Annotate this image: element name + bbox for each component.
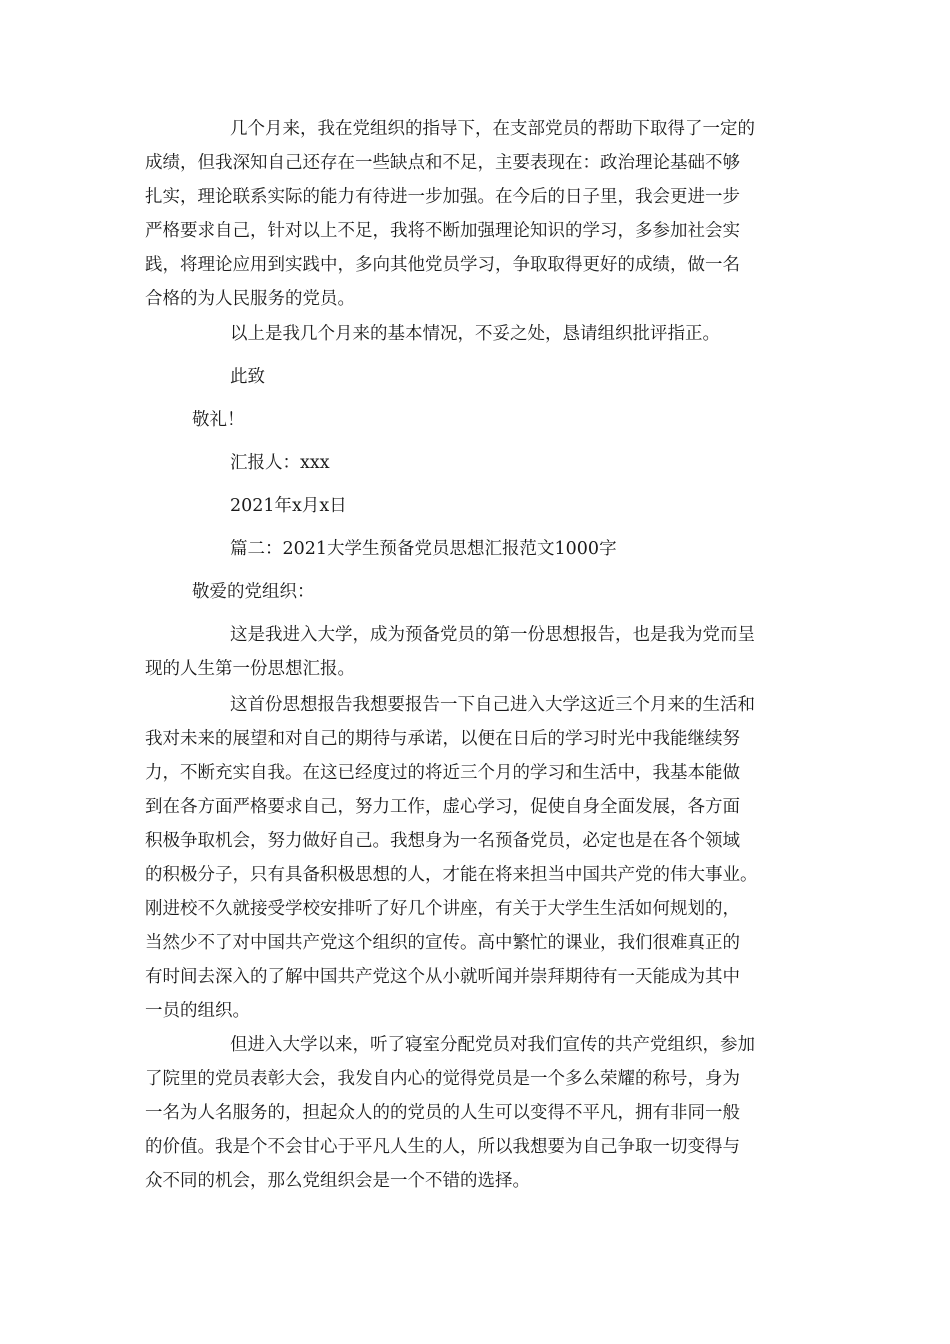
text-line: 一名为人名服务的，担起众人的的党员的人生可以变得不平凡，拥有非同一般 (145, 1103, 740, 1123)
text-line: 现的人生第一份思想汇报。 (145, 659, 355, 679)
paragraph-5 (145, 1028, 810, 1198)
text-line: 以上是我几个月来的基本情况，不妥之处，恳请组织批评指正。 (230, 324, 720, 344)
text-line: 的积极分子，只有具备积极思想的人，才能在将来担当中国共产党的伟大事业。 (145, 865, 758, 885)
text-line: 敬爱的党组织： (192, 582, 315, 602)
text-line: 此致 (230, 367, 265, 387)
text-line: 合格的为人民服务的党员。 (145, 289, 355, 309)
text-line: 到在各方面严格要求自己，努力工作，虚心学习，促使自身全面发展，各方面 (145, 797, 740, 817)
text-line: 成绩，但我深知自己还存在一些缺点和不足，主要表现在：政治理论基础不够 (145, 153, 740, 173)
text-line: 扎实，理论联系实际的能力有待进一步加强。在今后的日子里，我会更进一步 (145, 187, 740, 207)
text-line: 这首份思想报告我想要报告一下自己进入大学这近三个月来的生活和 (230, 695, 755, 715)
paragraph-2 (145, 317, 810, 351)
closing-line-2 (145, 403, 810, 437)
text-line: 力，不断充实自我。在这已经度过的将近三个月的学习和生活中，我基本能做 (145, 763, 740, 783)
paragraph-3 (145, 618, 810, 686)
text-line: 有时间去深入的了解中国共产党这个从小就听闻并崇拜期待有一天能成为其中 (145, 967, 740, 987)
section-title (145, 532, 810, 566)
text-line: 严格要求自己，针对以上不足，我将不断加强理论知识的学习，多参加社会实 (145, 221, 740, 241)
text-line: 践，将理论应用到实践中，多向其他党员学习，争取取得更好的成绩，做一名 (145, 255, 740, 275)
closing-line-1 (145, 360, 810, 394)
text-line: 众不同的机会，那么党组织会是一个不错的选择。 (145, 1171, 530, 1191)
text-line: 我对未来的展望和对自己的期待与承诺，以便在日后的学习时光中我能继续努 (145, 729, 740, 749)
text-line: 刚进校不久就接受学校安排听了好几个讲座，有关于大学生生活如何规划的， (145, 899, 740, 919)
text-line: 汇报人：xxx (230, 453, 330, 473)
text-line: 篇二：2021大学生预备党员思想汇报范文1000字 (230, 539, 617, 559)
paragraph-1 (145, 112, 810, 316)
reporter-line (145, 446, 810, 480)
text-line: 的价值。我是个不会甘心于平凡人生的人，所以我想要为自己争取一切变得与 (145, 1137, 740, 1157)
text-line: 这是我进入大学，成为预备党员的第一份思想报告，也是我为党而呈 (230, 625, 755, 645)
salutation (145, 575, 810, 609)
text-line: 当然少不了对中国共产党这个组织的宣传。高中繁忙的课业，我们很难真正的 (145, 933, 740, 953)
text-line: 2021年x月x日 (230, 496, 347, 516)
text-line: 几个月来，我在党组织的指导下，在支部党员的帮助下取得了一定的 (230, 119, 755, 139)
date-line (145, 489, 810, 523)
paragraph-4 (145, 688, 810, 1028)
text-line: 敬礼！ (192, 410, 245, 430)
text-line: 一员的组织。 (145, 1001, 250, 1021)
text-line: 但进入大学以来，听了寝室分配党员对我们宣传的共产党组织，参加 (230, 1035, 755, 1055)
text-line: 积极争取机会，努力做好自己。我想身为一名预备党员，必定也是在各个领域 (145, 831, 740, 851)
text-line: 了院里的党员表彰大会，我发自内心的觉得党员是一个多么荣耀的称号，身为 (145, 1069, 740, 1089)
